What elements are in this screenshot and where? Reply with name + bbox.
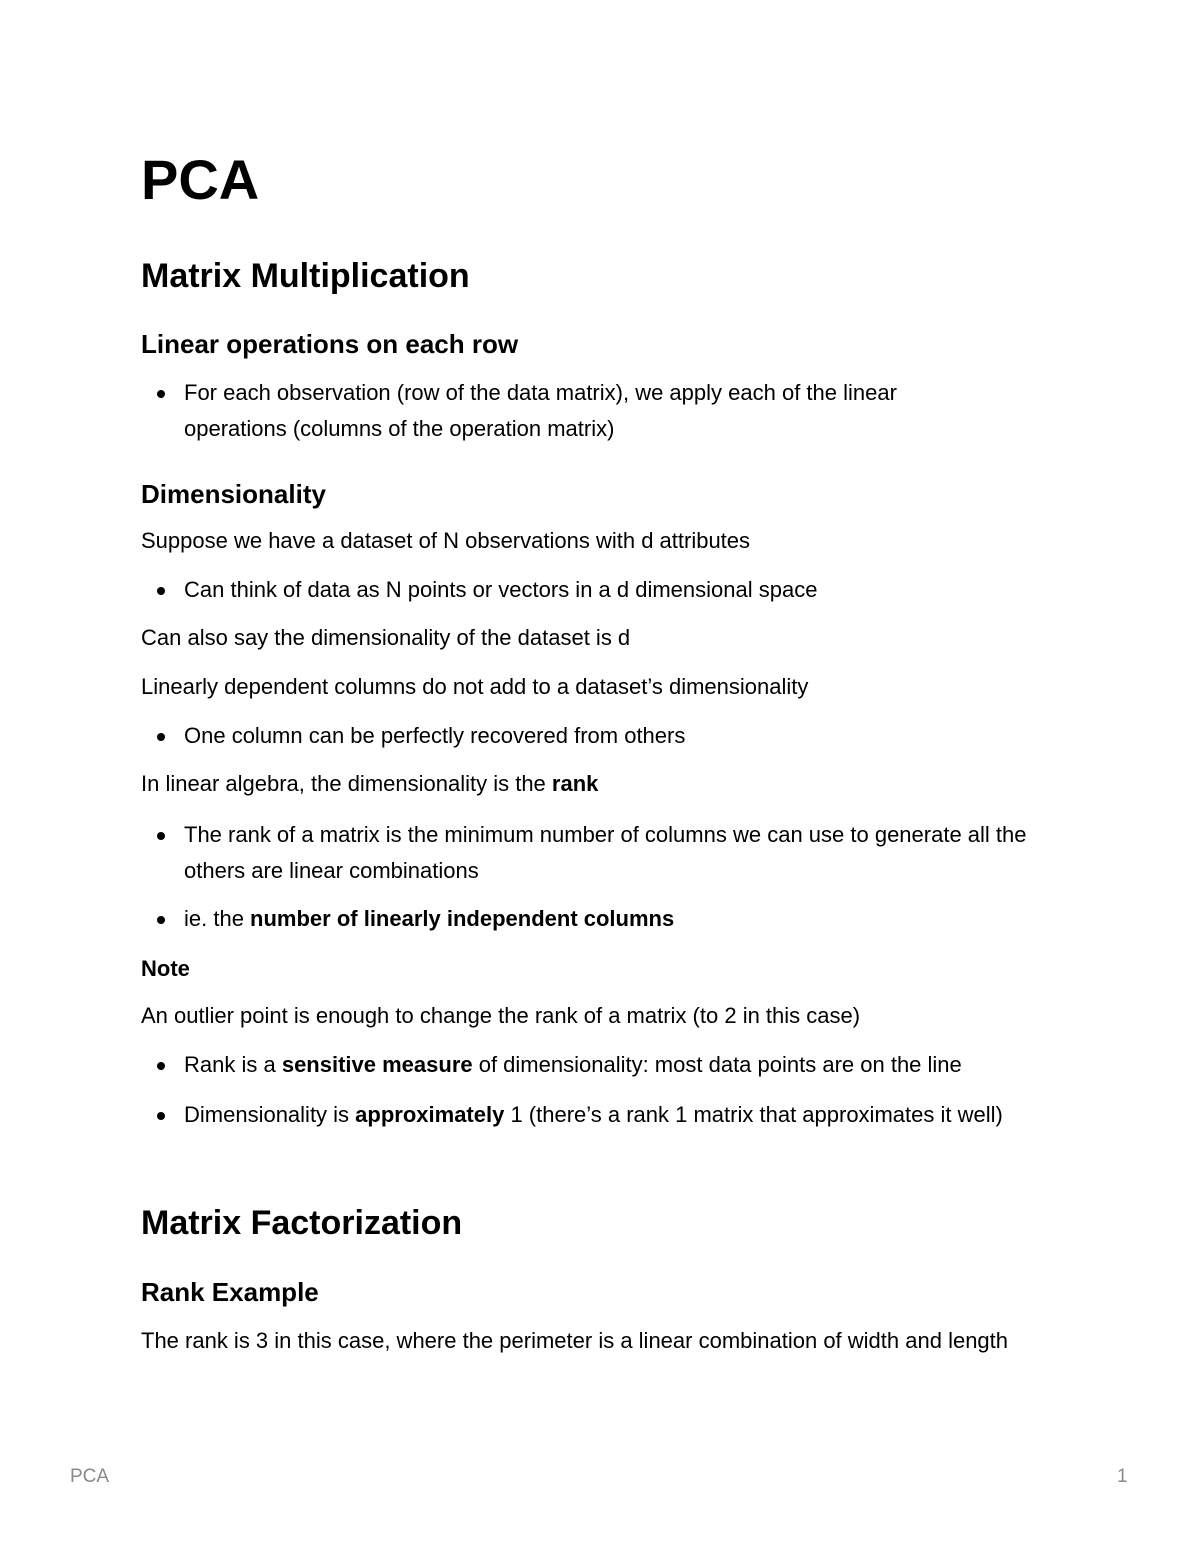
list-item-independent-columns: [184, 901, 1064, 937]
bullet-dot: [157, 1112, 165, 1120]
bullet-dot: [157, 587, 165, 595]
bullet-dot: [157, 916, 165, 924]
para-linearly-dependent: Linearly dependent columns do not add to a dataset’s dimensionality: [141, 674, 809, 699]
bold-independent-columns: number of linearly independent columns: [250, 906, 675, 931]
text-span: of dimensionality: most data points are on the line: [472, 1052, 962, 1077]
heading-dimensionality: Dimensionality: [141, 479, 326, 509]
list-item-recovered: One column can be perfectly recovered from others: [184, 723, 686, 748]
list-item-sensitive-measure: [184, 1047, 1064, 1083]
para-suppose-dataset: Suppose we have a dataset of N observations with d attributes: [141, 528, 751, 553]
bullet-dot: [157, 390, 165, 398]
list-item-rank-definition: The rank of a matrix is the minimum number of columns we can use to generate all the others are linear combinations: [184, 822, 1027, 883]
para-dimensionality-is-d: Can also say the dimensionality of the dataset is d: [141, 625, 631, 650]
bullet-dot: [157, 832, 165, 840]
heading-matrix-multiplication: Matrix Multiplication: [141, 257, 470, 295]
list-item-linear-ops: For each observation (row of the data matrix), we apply each of the linear operations (columns of the operation matrix): [184, 380, 897, 441]
para-outlier: An outlier point is enough to change the rank of a matrix (to 2 in this case): [141, 1003, 861, 1028]
text-span: ie. the: [184, 906, 251, 931]
footer-title: PCA: [70, 1466, 110, 1487]
para-linear-algebra-rank: [141, 769, 598, 799]
text-span: 1 (there’s a rank 1 matrix that approximates it well): [504, 1102, 1003, 1127]
bullet-dot: [157, 1062, 165, 1070]
heading-linear-operations: Linear operations on each row: [141, 329, 519, 359]
note-label: Note: [141, 956, 190, 981]
heading-matrix-factorization: Matrix Factorization: [141, 1204, 463, 1242]
text-span: Dimensionality is: [184, 1102, 356, 1127]
bold-approximately: approximately: [355, 1102, 505, 1127]
bold-rank: rank: [551, 771, 599, 796]
document-title: PCA: [141, 148, 260, 211]
heading-rank-example: Rank Example: [141, 1277, 319, 1307]
list-item-points-vectors: Can think of data as N points or vectors in a d dimensional space: [184, 577, 818, 602]
footer-page-number: 1: [1117, 1466, 1128, 1487]
text-span: Rank is a: [184, 1052, 282, 1077]
para-rank-example: The rank is 3 in this case, where the perimeter is a linear combination of width and length: [141, 1328, 1009, 1353]
list-item-approximately: [184, 1097, 1024, 1133]
text-span: In linear algebra, the dimensionality is the: [141, 771, 552, 796]
bold-sensitive-measure: sensitive measure: [281, 1052, 473, 1077]
bullet-dot: [157, 733, 165, 741]
